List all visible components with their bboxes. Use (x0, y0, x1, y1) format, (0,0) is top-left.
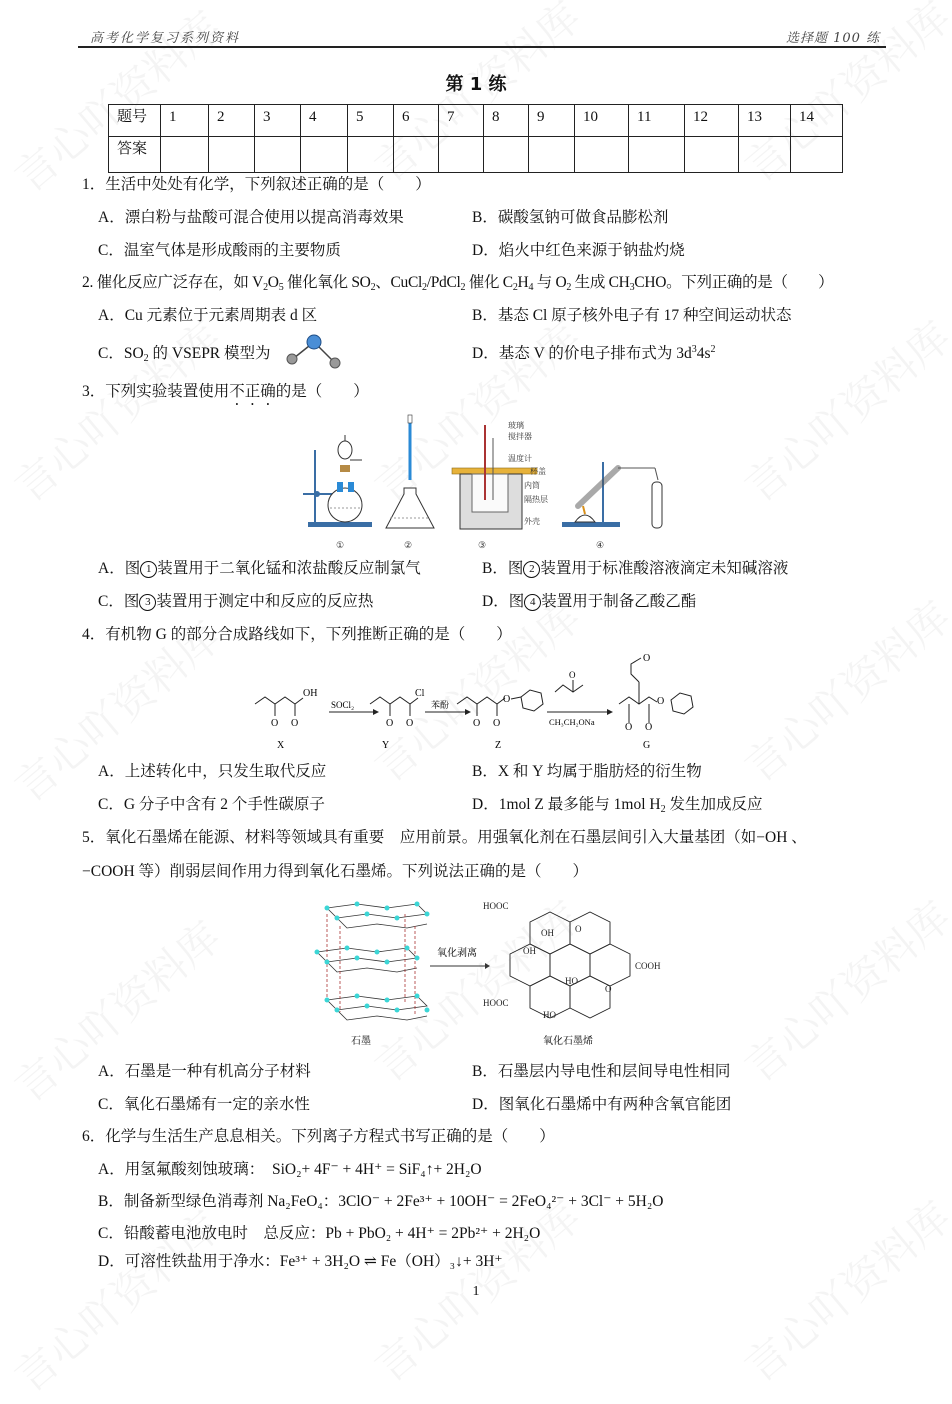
svg-text:OH: OH (523, 946, 536, 956)
answer-cell[interactable] (484, 137, 529, 173)
option-d: D．1mol Z 最多能与 1mol $H_2$ 发生加成反应 (472, 796, 763, 815)
table-row-answers (109, 137, 843, 173)
option-d: D．基态 V 的价电子排布式为 $3d^34s^2$ (472, 344, 716, 362)
question-number: 12 (685, 105, 739, 137)
apparatus-2 (386, 415, 434, 550)
compound-g (619, 653, 693, 751)
question-stem: 3．下列实验装置使用不正确的是（ ） (82, 383, 369, 400)
answer-table (108, 104, 843, 173)
compound-y (370, 688, 425, 751)
svg-text:O: O (473, 718, 481, 729)
row-label: 答案 (109, 137, 161, 173)
option-b: B．图 2 装置用于标准酸溶液滴定未知碱溶液 (482, 560, 789, 577)
svg-text:O: O (271, 718, 279, 729)
svg-text:Z: Z (495, 740, 502, 751)
watermark (730, 306, 952, 514)
compound-z (457, 690, 543, 751)
bent-molecule-icon (284, 334, 348, 370)
question-stem: 1．生活中处处有化学，下列叙述正确的是（ ） (82, 176, 431, 193)
answer-cell[interactable] (791, 137, 843, 173)
svg-text:搅拌器: 搅拌器 (508, 432, 532, 441)
question-number: 11 (629, 105, 685, 137)
option-d: D．图 4 装置用于制备乙酸乙酯 (482, 593, 697, 610)
apparatus-3 (452, 420, 548, 550)
svg-text:O: O (657, 696, 665, 707)
emphasis-text: 不正确 (229, 383, 276, 400)
svg-text:Y: Y (382, 740, 390, 751)
option-a: A．石墨是一种有机高分子材料 (98, 1063, 311, 1080)
question-stem-line-2: −COOH 等）削弱层间作用力得到氧化石墨烯。下列说法正确的是（ ） (82, 863, 589, 880)
svg-text:石墨: 石墨 (351, 1036, 371, 1047)
svg-text:温度计: 温度计 (508, 454, 532, 463)
svg-text:O: O (575, 924, 582, 934)
answer-cell[interactable] (685, 137, 739, 173)
svg-text:氧化剥离: 氧化剥离 (437, 948, 477, 959)
answer-cell[interactable] (348, 137, 394, 173)
option-a: A．上述转化中，只发生取代反应 (98, 763, 327, 780)
question-number: 2 (209, 105, 255, 137)
question-number: 10 (575, 105, 629, 137)
question-stem: 4．有机物 G 的部分合成路线如下，下列推断正确的是（ ） (82, 626, 512, 643)
svg-text:HO: HO (565, 976, 578, 986)
compound-x (255, 688, 317, 751)
question-number: 8 (484, 105, 529, 137)
svg-text:外壳: 外壳 (524, 517, 540, 526)
option-c: C．铅酸蓄电池放电时 总反应：Pb + PbO₂ + 4H⁺ = 2Pb²⁺ + 2H₂O (98, 1225, 541, 1242)
question-stem-line-1: 5．氧化石墨烯在能源、材料等领域具有重要 应用前景。用强氧化剂在石墨层间引入大量基团（如−OH 、 (82, 829, 807, 846)
question-number: 5 (348, 105, 394, 137)
graphene-oxide-figure (305, 892, 665, 1054)
answer-cell[interactable] (629, 137, 685, 173)
row-label: 题号 (109, 105, 161, 137)
graphite-layers (317, 904, 427, 1020)
watermark (0, 306, 232, 514)
svg-text:杯盖: 杯盖 (530, 467, 546, 476)
option-c: C．$SO_2$ 的 VSEPR 模型为 (98, 345, 271, 364)
svg-text:O: O (406, 718, 414, 729)
svg-text:CH₃CH₂ONa: CH₃CH₂ONa (549, 717, 595, 727)
svg-text:O: O (643, 653, 651, 664)
option-b: B．石墨层内导电性和层间导电性相同 (472, 1063, 731, 1080)
svg-text:COOH: COOH (635, 961, 661, 971)
option-d: D．图氧化石墨烯中有两种含氧官能团 (472, 1096, 732, 1113)
option-b: B．基态 Cl 原子核外电子有 17 种空间运动状态 (472, 307, 792, 324)
synthesis-scheme (245, 652, 715, 756)
svg-text:Cl: Cl (415, 688, 425, 699)
question-number: 13 (739, 105, 791, 137)
svg-text:O: O (386, 718, 394, 729)
question-number: 14 (791, 105, 843, 137)
header-divider (78, 46, 886, 48)
svg-text:OH: OH (303, 688, 318, 699)
svg-text:SOCl₂: SOCl₂ (331, 700, 355, 710)
watermark (730, 886, 952, 1094)
svg-text:O: O (605, 984, 612, 994)
question-number: 9 (529, 105, 575, 137)
watermark (730, 586, 952, 794)
graphene-oxide-structure (510, 912, 630, 1018)
svg-text:X: X (277, 740, 285, 751)
option-c: C．图 3 装置用于测定中和反应的反应热 (98, 593, 374, 610)
question-number: 7 (439, 105, 484, 137)
watermark (0, 906, 232, 1114)
svg-text:玻璃: 玻璃 (508, 421, 524, 430)
svg-text:氧化石墨烯: 氧化石墨烯 (543, 1036, 593, 1047)
page-number: 1 (472, 1284, 480, 1299)
answer-cell[interactable] (739, 137, 791, 173)
answer-cell[interactable] (575, 137, 629, 173)
option-c: C．G 分子中含有 2 个手性碳原子 (98, 796, 325, 813)
answer-cell[interactable] (255, 137, 301, 173)
svg-text:OH: OH (541, 928, 554, 938)
svg-text:隔热层: 隔热层 (524, 495, 548, 504)
svg-text:O: O (569, 670, 576, 680)
svg-text:③: ③ (478, 540, 487, 550)
svg-text:HO: HO (543, 1010, 556, 1020)
svg-text:①: ① (336, 540, 345, 550)
answer-cell[interactable] (439, 137, 484, 173)
option-a: A．图 1 装置用于二氧化锰和浓盐酸反应制氯气 (98, 560, 421, 577)
option-a: A．用氢氟酸刻蚀玻璃： SiO₂+ 4F⁻ + 4H⁺ = SiF₄↑+ 2H₂O (98, 1161, 482, 1178)
apparatus-4 (562, 462, 662, 550)
svg-text:O: O (291, 718, 299, 729)
question-stem: 6．化学与生活生产息息相关。下列离子方程式书写正确的是（ ） (82, 1128, 555, 1145)
option-a: A．Cu 元素位于元素周期表 d 区 (98, 307, 318, 324)
question-number: 4 (301, 105, 348, 137)
lab-apparatus-figure (300, 410, 680, 555)
option-b: B．碳酸氢钠可做食品膨松剂 (472, 209, 669, 226)
question-stem: 2. 催化反应广泛存在，如 $V_2O_5$ 催化氧化 $SO_2$、CuCl$_2$/PdCl$_2$ 催化 $C_2H_4$ 与 $O_2$ 生成 $CH_3CHO$。下列正确的是（ ） (82, 274, 834, 293)
svg-text:O: O (625, 722, 633, 733)
table-row-numbers (109, 105, 843, 137)
svg-text:苯酚: 苯酚 (431, 700, 450, 710)
svg-text:HOOC: HOOC (483, 901, 509, 911)
answer-cell[interactable] (209, 137, 255, 173)
svg-text:HOOC: HOOC (483, 998, 509, 1008)
option-c: C．温室气体是形成酸雨的主要物质 (98, 242, 341, 259)
svg-text:④: ④ (596, 540, 605, 550)
option-d: D．可溶性铁盐用于净水：Fe³⁺ + 3H₂O ⇌ Fe（OH）₃↓+ 3H⁺ (98, 1253, 503, 1270)
svg-text:②: ② (404, 540, 413, 550)
header-right: 选择题 100 练 (786, 31, 881, 46)
answer-cell[interactable] (394, 137, 439, 173)
answer-cell[interactable] (529, 137, 575, 173)
header-left: 高考化学复习系列资料 (90, 31, 241, 46)
apparatus-1 (303, 435, 372, 550)
option-b: B．X 和 Y 均属于脂肪烃的衍生物 (472, 763, 702, 780)
page-title: 第 1 练 (445, 74, 507, 95)
answer-cell[interactable] (301, 137, 348, 173)
svg-text:O: O (645, 722, 653, 733)
question-number: 3 (255, 105, 301, 137)
question-number: 1 (161, 105, 209, 137)
answer-cell[interactable] (161, 137, 209, 173)
option-b: B．制备新型绿色消毒剂 Na₂FeO₄：3ClO⁻ + 2Fe³⁺ + 10OH⁻ = 2FeO₄²⁻ + 3Cl⁻ + 5H₂O (98, 1193, 664, 1210)
option-d: D．焰火中红色来源于钠盐灼烧 (472, 242, 685, 259)
svg-text:内筒: 内筒 (524, 481, 540, 490)
option-c: C．氧化石墨烯有一定的亲水性 (98, 1096, 310, 1113)
svg-text:O: O (503, 694, 511, 705)
svg-text:G: G (643, 740, 651, 751)
svg-text:O: O (493, 718, 501, 729)
question-number: 6 (394, 105, 439, 137)
option-a: A．漂白粉与盐酸可混合使用以提高消毒效果 (98, 209, 404, 226)
